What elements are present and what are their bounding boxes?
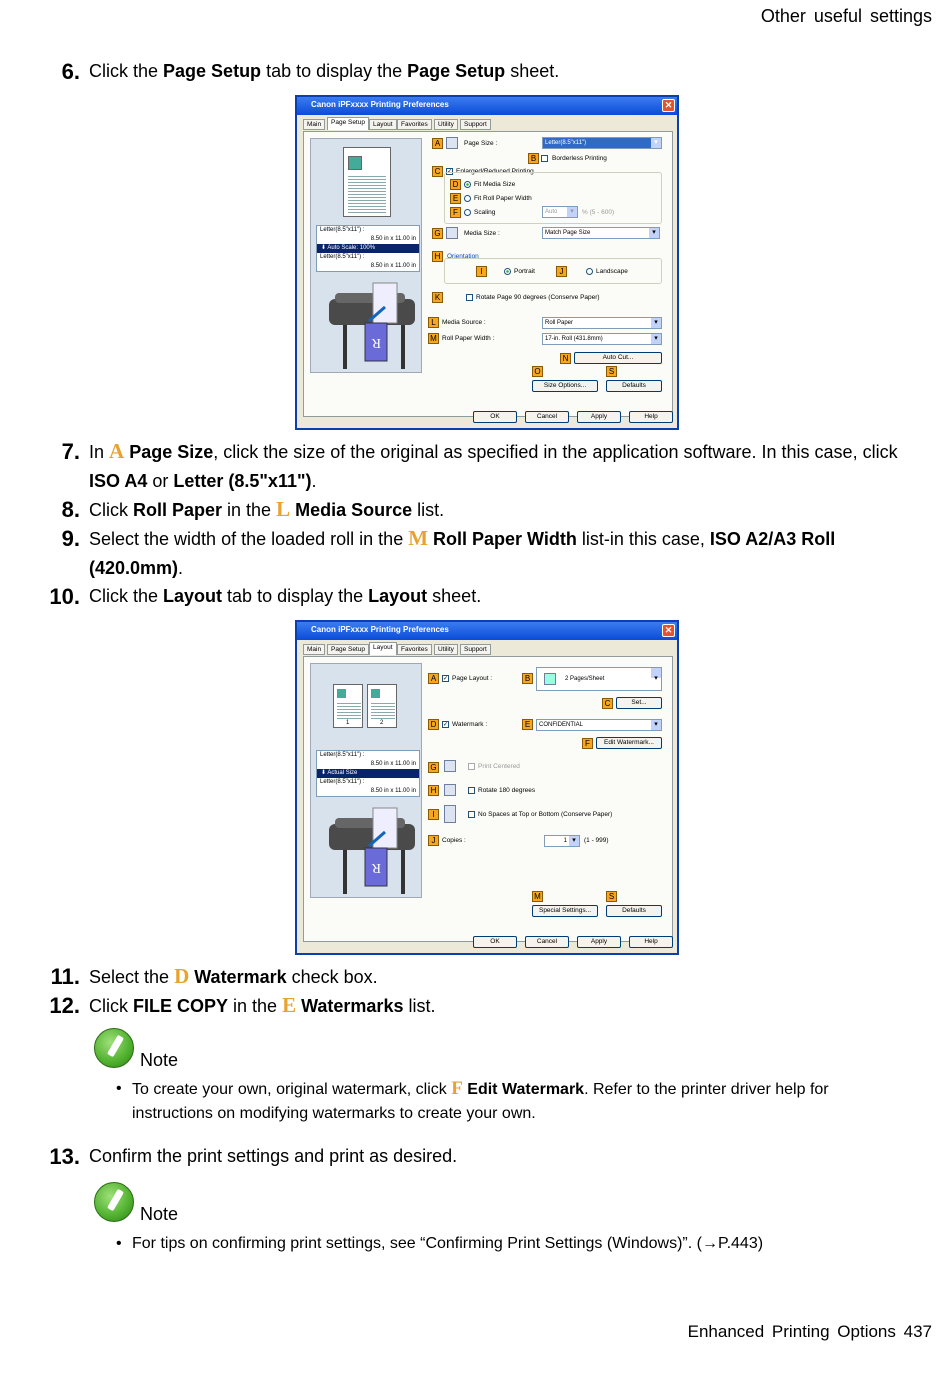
help-button[interactable]: Help — [629, 411, 673, 423]
tab-favorites[interactable]: Favorites — [397, 644, 432, 655]
help-button[interactable]: Help — [629, 936, 673, 948]
tab-main[interactable]: Main — [303, 119, 325, 130]
rotate-label: Rotate Page 90 degrees (Conserve Paper) — [476, 294, 600, 301]
step-number: 12. — [49, 993, 80, 1018]
apply-button[interactable]: Apply — [577, 411, 621, 423]
step-text: Click Roll Paper in the L Media Source list. — [89, 497, 445, 521]
info-highlight: ⬇ Auto Scale: 100% — [317, 244, 419, 253]
step-text: Click FILE COPY in the E Watermarks list. — [89, 993, 436, 1017]
tab-utility[interactable]: Utility — [434, 644, 458, 655]
set-button[interactable]: Set... — [616, 697, 662, 709]
settings-panel — [303, 131, 673, 417]
no-spaces-icon — [444, 805, 456, 823]
scaling-label: Scaling — [474, 209, 496, 216]
note-bullet — [116, 1232, 896, 1256]
watermark-checkbox[interactable]: ✓ — [443, 722, 449, 728]
thumb-number: 2 — [380, 720, 384, 726]
note-bullet — [116, 1077, 896, 1126]
auto-cut-button[interactable]: Auto Cut... — [574, 352, 662, 364]
step-text: Select the D Watermark check box. — [89, 964, 378, 988]
page-thumb-1 — [333, 684, 363, 728]
media-source-label: Media Source : — [442, 319, 486, 326]
copies-range: (1 - 999) — [584, 837, 609, 844]
svg-text:R: R — [371, 860, 381, 875]
info-line: Letter(8.5"x11") : — [320, 779, 365, 785]
info-line: 8.50 in x 11.00 in — [370, 761, 416, 767]
defaults-button[interactable]: Defaults — [606, 905, 662, 917]
badge-c: C — [432, 166, 443, 177]
fit-roll-radio[interactable] — [464, 195, 471, 202]
rotate180-label: Rotate 180 degrees — [478, 787, 536, 794]
media-size-select[interactable]: Match Page Size ▾ — [542, 227, 660, 239]
info-line: Letter(8.5"x11") : — [320, 752, 365, 758]
ok-button[interactable]: OK — [473, 411, 517, 423]
close-icon[interactable]: ✕ — [662, 624, 675, 637]
cancel-button[interactable]: Cancel — [525, 411, 569, 423]
badge-e: E — [522, 719, 533, 730]
note-pencil-icon — [94, 1028, 134, 1068]
tab-page-setup[interactable]: Page Setup — [327, 644, 369, 655]
badge-j: J — [428, 835, 439, 846]
close-icon[interactable]: ✕ — [662, 99, 675, 112]
step-10 — [40, 582, 910, 611]
no-spaces-checkbox[interactable] — [468, 811, 475, 818]
portrait-label: Portrait — [514, 268, 535, 275]
scaling-range: % (5 - 600) — [582, 209, 615, 216]
enlarged-checkbox[interactable]: ✓ — [447, 169, 453, 175]
page-footer — [688, 1322, 932, 1342]
note-pencil-icon — [94, 1182, 134, 1222]
edit-watermark-button[interactable]: Edit Watermark... — [596, 737, 662, 749]
dialog-title-bar: Canon iPFxxxx Printing Preferences ✕ — [297, 97, 677, 115]
bullet-icon: • — [116, 1080, 122, 1097]
badge-m: M — [428, 333, 439, 344]
media-source-select[interactable]: Roll Paper ▾ — [542, 317, 662, 329]
printer-icon — [325, 806, 421, 896]
page-size-select[interactable]: Letter(8.5"x11") ▾ — [542, 137, 662, 149]
badge-k: K — [432, 292, 443, 303]
media-size-icon — [446, 227, 458, 239]
info-box — [316, 225, 420, 272]
step-12 — [40, 991, 910, 1021]
step-8 — [40, 495, 910, 525]
note-text: To create your own, original watermark, click F Edit Watermark. Refer to the printer driver help for instructions on modifying watermarks to create your own. — [132, 1078, 829, 1122]
page-layout-checkbox[interactable]: ✓ — [443, 676, 449, 682]
roll-width-select[interactable]: 17-in. Roll (431.8mm) ▾ — [542, 333, 662, 345]
tab-favorites[interactable]: Favorites — [397, 119, 432, 130]
step-number: 7. — [61, 439, 80, 464]
step-6 — [40, 57, 910, 86]
step-text: Confirm the print settings and print as desired. — [89, 1146, 458, 1166]
badge-a: A — [432, 138, 443, 149]
bullet-icon: • — [116, 1235, 122, 1252]
step-13 — [40, 1142, 910, 1171]
badge-s: S — [606, 891, 617, 902]
badge-m: M — [532, 891, 543, 902]
scaling-spinner[interactable]: Auto ▾ — [542, 206, 578, 218]
step-text: Click the Layout tab to display the Layout sheet. — [89, 586, 482, 606]
preview-text-lines — [371, 701, 395, 719]
rotate180-checkbox[interactable] — [468, 787, 475, 794]
portrait-radio[interactable] — [504, 268, 511, 275]
step-number: 11. — [50, 964, 80, 989]
orientation-label: Orientation — [447, 253, 479, 260]
tab-page-setup[interactable]: Page Setup — [327, 117, 369, 130]
badge-h: H — [428, 785, 439, 796]
watermark-label: Watermark : — [452, 721, 488, 728]
pages-per-sheet-icon — [544, 673, 556, 685]
step-number: 9. — [61, 526, 80, 551]
thumb-number: 1 — [346, 720, 350, 726]
page-preview — [343, 147, 391, 217]
print-centered-checkbox[interactable] — [468, 763, 475, 770]
landscape-label: Landscape — [596, 268, 628, 275]
step-text: Select the width of the loaded roll in the M Roll Paper Width list-in this case, ISO A2/A3 Roll (420.0mm). — [89, 526, 836, 578]
print-centered-label: Print Centered — [478, 763, 520, 770]
badge-g: G — [428, 762, 439, 773]
note-label: Note — [140, 1204, 179, 1224]
tab-utility[interactable]: Utility — [434, 119, 458, 130]
badge-i: I — [476, 266, 487, 277]
badge-c: C — [602, 698, 613, 709]
step-number: 13. — [49, 1144, 80, 1169]
badge-o: O — [532, 366, 543, 377]
tab-support[interactable]: Support — [460, 644, 491, 655]
step-9 — [40, 524, 910, 583]
page-layout-select[interactable]: 2 Pages/Sheet ▾ — [536, 667, 662, 691]
page-thumb-2 — [367, 684, 397, 728]
note-text: For tips on confirming print settings, see “Confirming Print Settings (Windows)”. (→P.443) — [132, 1235, 764, 1252]
size-options-button[interactable]: Size Options... — [532, 380, 598, 392]
preview-image-icon — [348, 156, 362, 170]
badge-d: D — [450, 179, 461, 190]
special-settings-button[interactable]: Special Settings... — [532, 905, 598, 917]
badge-f: F — [582, 738, 593, 749]
step-text: Click the Page Setup tab to display the Page Setup sheet. — [89, 61, 560, 81]
preview-text-lines — [348, 174, 386, 214]
badge-s: S — [606, 366, 617, 377]
copies-spinner[interactable]: 1 ▾ — [544, 835, 580, 847]
media-size-label: Media Size : — [464, 230, 500, 237]
apply-button[interactable]: Apply — [577, 936, 621, 948]
rotate-checkbox[interactable] — [466, 294, 473, 301]
cancel-button[interactable]: Cancel — [525, 936, 569, 948]
copies-label: Copies : — [442, 837, 466, 844]
ok-button[interactable]: OK — [473, 936, 517, 948]
preview-area — [310, 138, 422, 373]
no-spaces-label: No Spaces at Top or Bottom (Conserve Paper) — [478, 811, 613, 818]
fit-media-label: Fit Media Size — [474, 181, 516, 188]
badge-n: N — [560, 353, 571, 364]
info-line: Letter(8.5"x11") : — [320, 227, 365, 233]
footer-section: Enhanced Printing Options — [687, 1322, 896, 1341]
borderless-checkbox[interactable] — [541, 155, 548, 162]
printer-icon — [325, 281, 421, 371]
badge-b: B — [528, 153, 539, 164]
badge-d: D — [428, 719, 439, 730]
preview-image-icon — [371, 689, 380, 698]
badge-e: E — [450, 193, 461, 204]
roll-width-label: Roll Paper Width : — [442, 335, 495, 342]
page-size-icon — [446, 137, 458, 149]
badge-a: A — [428, 673, 439, 684]
info-line: 8.50 in x 11.00 in — [370, 263, 416, 269]
tab-layout[interactable]: Layout — [369, 642, 397, 655]
settings-panel — [303, 656, 673, 942]
badge-b: B — [522, 673, 533, 684]
badge-f: F — [450, 207, 461, 218]
step-number: 8. — [61, 497, 80, 522]
tab-main[interactable]: Main — [303, 644, 325, 655]
preview-image-icon — [337, 689, 346, 698]
preview-area — [310, 663, 422, 898]
badge-l: L — [428, 317, 439, 328]
tab-support[interactable]: Support — [460, 119, 491, 130]
note-label: Note — [140, 1050, 179, 1070]
page-setup-dialog — [295, 95, 679, 430]
page-number: 437 — [903, 1322, 932, 1341]
svg-text:R: R — [371, 335, 381, 350]
badge-g: G — [432, 228, 443, 239]
step-7 — [40, 437, 910, 496]
step-number: 6. — [61, 59, 80, 84]
fit-roll-label: Fit Roll Paper Width — [474, 195, 532, 202]
badge-j: J — [556, 266, 567, 277]
tab-layout[interactable]: Layout — [369, 119, 397, 130]
page-size-label: Page Size : — [464, 140, 498, 147]
dialog-title-bar: Canon iPFxxxx Printing Preferences ✕ — [297, 622, 677, 640]
watermark-select[interactable]: CONFIDENTIAL ▾ — [536, 719, 662, 731]
borderless-label: Borderless Printing — [552, 155, 607, 162]
scaling-radio[interactable] — [464, 209, 471, 216]
enlarged-label: Enlarged/Reduced Printing — [456, 168, 534, 175]
info-line: 8.50 in x 11.00 in — [370, 236, 416, 242]
info-box — [316, 750, 420, 797]
badge-h: H — [432, 251, 443, 262]
layout-dialog — [295, 620, 679, 955]
preview-text-lines — [337, 701, 361, 719]
rotate-icon — [444, 784, 456, 796]
step-number: 10. — [49, 584, 80, 609]
step-11 — [40, 962, 910, 992]
print-centered-icon — [444, 760, 456, 772]
page-layout-label: Page Layout : — [452, 675, 493, 682]
badge-i: I — [428, 809, 439, 820]
landscape-radio[interactable] — [586, 268, 593, 275]
page-header: Other useful settings — [760, 6, 932, 26]
fit-media-radio[interactable] — [464, 181, 471, 188]
defaults-button[interactable]: Defaults — [606, 380, 662, 392]
info-line: 8.50 in x 11.00 in — [370, 788, 416, 794]
info-highlight: ⬇ Actual Size — [317, 769, 419, 778]
info-line: Letter(8.5"x11") : — [320, 254, 365, 260]
step-text: In A Page Size, click the size of the original as specified in the application software. In this case, click ISO A4 or Letter (8.5"x11"). — [89, 439, 898, 491]
